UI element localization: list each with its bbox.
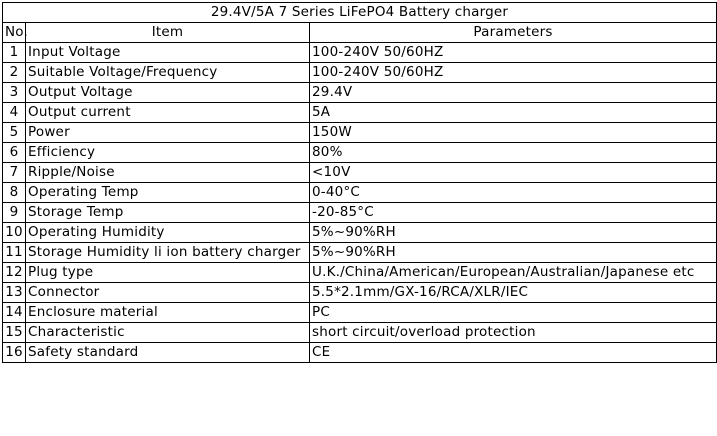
header-no: No. (3, 23, 26, 43)
row-parameter: 100-240V 50/60HZ (310, 43, 717, 63)
row-number: 16 (3, 343, 26, 363)
row-number: 5 (3, 123, 26, 143)
table-row (3, 263, 717, 283)
header-item: Item (26, 23, 310, 43)
table-row (3, 323, 717, 343)
row-item: Power (26, 123, 310, 143)
row-number: 1 (3, 43, 26, 63)
table-title-row (3, 3, 717, 23)
row-number: 8 (3, 183, 26, 203)
row-item: Plug type (26, 263, 310, 283)
row-number: 13 (3, 283, 26, 303)
row-item: Suitable Voltage/Frequency (26, 63, 310, 83)
row-parameter: 5%~90%RH (310, 223, 717, 243)
table-header-row (3, 23, 717, 43)
row-item: Storage Humidity li ion battery charger (26, 243, 310, 263)
table-row (3, 203, 717, 223)
row-parameter: 5A (310, 103, 717, 123)
row-parameter: -20-85°C (310, 203, 717, 223)
table-row (3, 143, 717, 163)
row-parameter: 100-240V 50/60HZ (310, 63, 717, 83)
row-parameter: U.K./China/American/European/Australian/Japanese etc (310, 263, 717, 283)
row-parameter: 0-40°C (310, 183, 717, 203)
row-parameter: 29.4V (310, 83, 717, 103)
row-item: Input Voltage (26, 43, 310, 63)
row-number: 12 (3, 263, 26, 283)
row-parameter: CE (310, 343, 717, 363)
row-number: 6 (3, 143, 26, 163)
row-number: 7 (3, 163, 26, 183)
row-item: Safety standard (26, 343, 310, 363)
row-number: 14 (3, 303, 26, 323)
table-row (3, 283, 717, 303)
table-row (3, 303, 717, 323)
row-item: Storage Temp (26, 203, 310, 223)
table-title: 29.4V/5A 7 Series LiFePO4 Battery charger (3, 3, 717, 23)
row-item: Ripple/Noise (26, 163, 310, 183)
table-row (3, 243, 717, 263)
row-item: Efficiency (26, 143, 310, 163)
table-row (3, 343, 717, 363)
row-number: 2 (3, 63, 26, 83)
row-item: Connector (26, 283, 310, 303)
table-row (3, 103, 717, 123)
row-parameter: 5.5*2.1mm/GX-16/RCA/XLR/IEC (310, 283, 717, 303)
table-row (3, 123, 717, 143)
table-row (3, 183, 717, 203)
row-number: 9 (3, 203, 26, 223)
table-row (3, 63, 717, 83)
spec-table (2, 2, 717, 363)
row-item: Enclosure material (26, 303, 310, 323)
row-parameter: PC (310, 303, 717, 323)
row-number: 4 (3, 103, 26, 123)
row-parameter: short circuit/overload protection (310, 323, 717, 343)
row-item: Characteristic (26, 323, 310, 343)
row-parameter: 150W (310, 123, 717, 143)
table-row (3, 43, 717, 63)
table-row (3, 83, 717, 103)
row-item: Output current (26, 103, 310, 123)
header-parameters: Parameters (310, 23, 717, 43)
row-item: Operating Temp (26, 183, 310, 203)
row-number: 11 (3, 243, 26, 263)
row-item: Output Voltage (26, 83, 310, 103)
spec-table-body (3, 3, 717, 363)
table-row (3, 163, 717, 183)
row-number: 3 (3, 83, 26, 103)
row-number: 15 (3, 323, 26, 343)
row-parameter: 5%~90%RH (310, 243, 717, 263)
row-parameter: <10V (310, 163, 717, 183)
row-item: Operating Humidity (26, 223, 310, 243)
table-row (3, 223, 717, 243)
row-parameter: 80% (310, 143, 717, 163)
row-number: 10 (3, 223, 26, 243)
